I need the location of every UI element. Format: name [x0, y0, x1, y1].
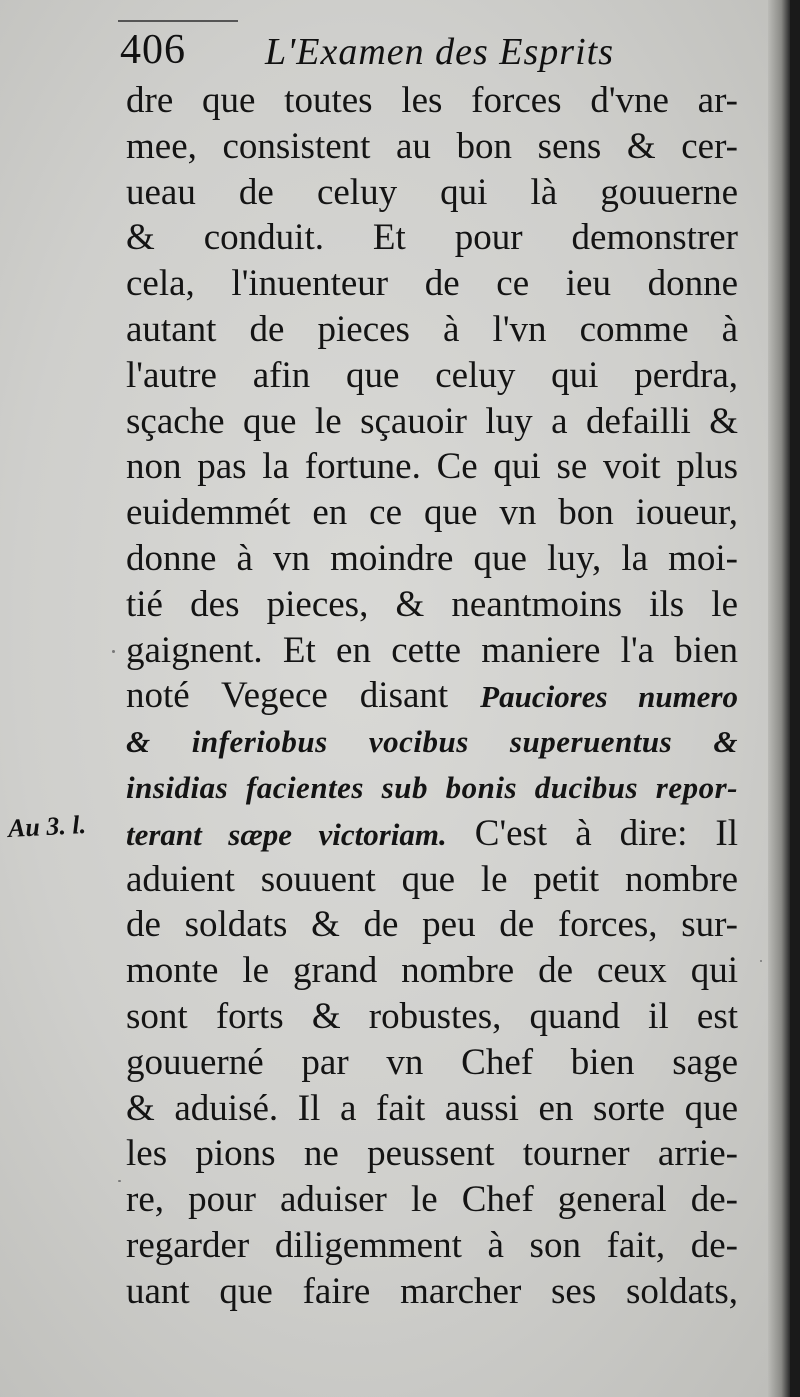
running-title: L'Examen des Esprits: [265, 31, 614, 73]
text-line: sçache que le sçauoir luy a defailli &: [126, 400, 738, 442]
text-line: & conduit. Et pour demonstrer: [126, 217, 738, 259]
body-text: [126, 78, 738, 1315]
text-line: & aduisé. Il a fait aussi en sorte que: [126, 1087, 738, 1129]
paper-speck: [112, 650, 115, 653]
latin-quote: terant sæpe victoriam.: [126, 816, 447, 852]
text-line: non pas la fortune. Ce qui se voit plus: [126, 446, 738, 488]
latin-quote-line: insidias facientes sub bonis ducibus repor-: [126, 769, 738, 805]
latin-quote-line: & inferiobus vocibus superuentus &: [126, 724, 738, 760]
text-line: donne à vn moindre que luy, la moi-: [126, 537, 738, 579]
text-line: sont forts & robustes, quand il est: [126, 995, 738, 1037]
text-line: [126, 673, 738, 719]
text-line: ueau de celuy qui là gouuerne: [126, 171, 738, 213]
page-edge-shadow: [768, 0, 790, 1397]
text-line: tié des pieces, & neantmoins ils le: [126, 583, 738, 625]
running-header: [120, 22, 740, 82]
latin-quote: Pauciores numero: [480, 679, 738, 715]
text-line: uant que faire marcher ses soldats,: [126, 1270, 738, 1312]
text-line: monte le grand nombre de ceux qui: [126, 950, 738, 992]
text-line: regarder diligemment à son fait, de-: [126, 1224, 738, 1266]
paper-speck: [118, 1180, 121, 1182]
text-line: gouuerné par vn Chef bien sage: [126, 1041, 738, 1083]
text-roman: C'est à dire: Il: [474, 812, 738, 854]
text-roman: noté Vegece disant: [126, 675, 449, 717]
paper-speck: [760, 960, 762, 962]
text-line: autant de pieces à l'vn comme à: [126, 308, 738, 350]
text-line: cela, l'inuenteur de ce ieu donne: [126, 263, 738, 305]
text-line: aduient souuent que le petit nombre: [126, 858, 738, 900]
text-line: dre que toutes les forces d'vne ar-: [126, 80, 738, 121]
text-line: [126, 811, 738, 857]
text-line: l'autre afin que celuy qui perdra,: [126, 354, 738, 396]
text-line: de soldats & de peu de forces, sur-: [126, 904, 738, 946]
text-line: les pions ne peussent tourner arrie-: [126, 1133, 738, 1175]
text-line: gaignent. Et en cette maniere l'a bien: [126, 629, 738, 671]
text-line: re, pour aduiser le Chef general de-: [126, 1179, 738, 1221]
page-number: 406: [120, 27, 186, 73]
text-line: euidemmét en ce que vn bon ioueur,: [126, 492, 738, 534]
margin-note: Au 3. l.: [7, 809, 87, 844]
text-line: mee, consistent au bon sens & cer-: [126, 125, 738, 167]
